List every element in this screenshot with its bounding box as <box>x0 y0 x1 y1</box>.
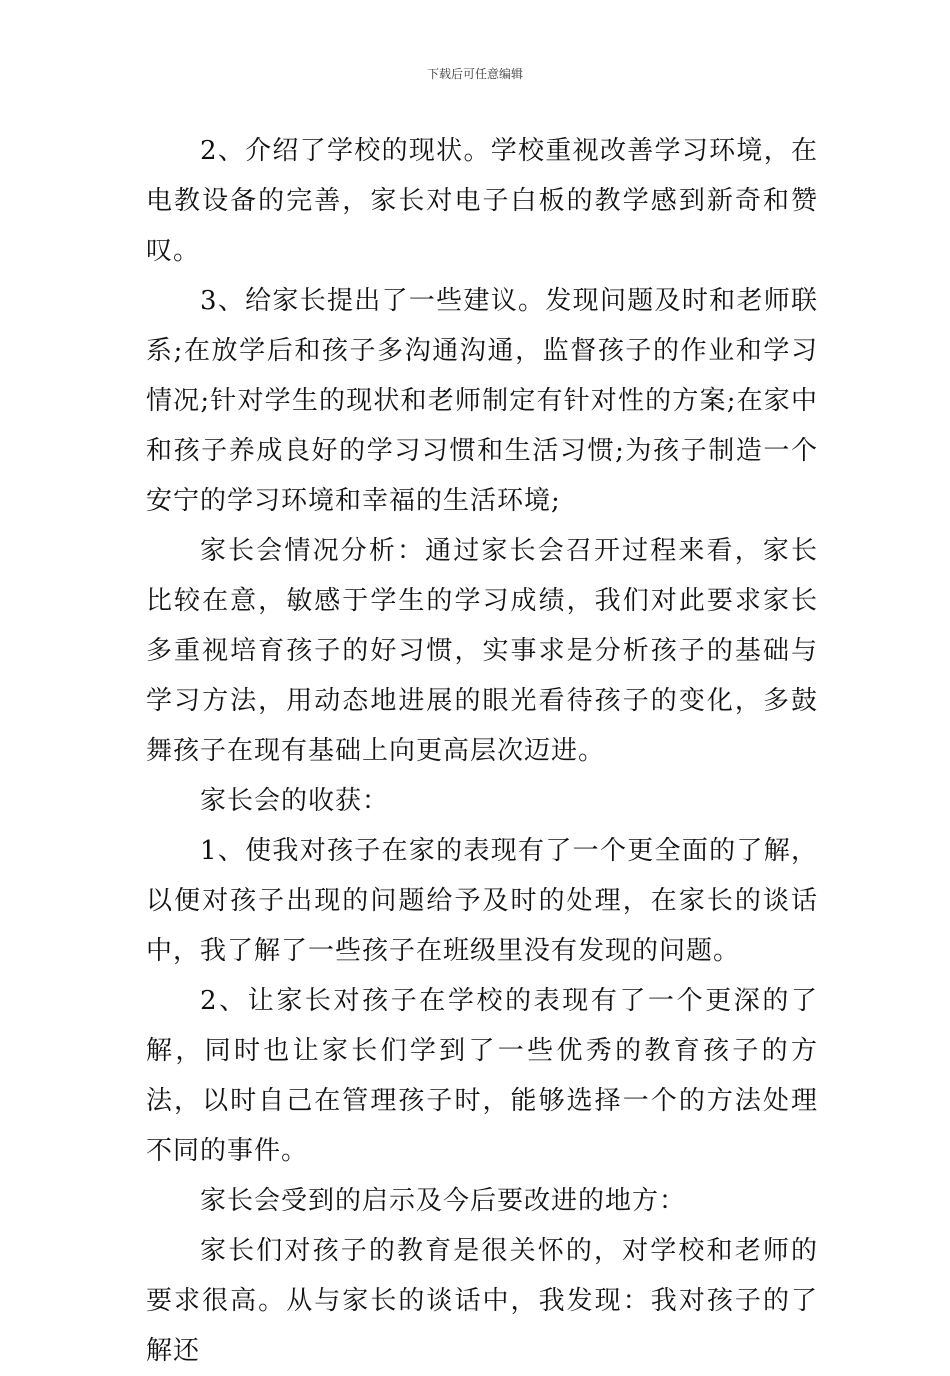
paragraph-improvements-heading: 家长会受到的启示及今后要改进的地方： <box>200 1186 687 1216</box>
paragraph-gains-heading: 家长会的收获： <box>200 786 390 816</box>
paragraph-school-status: 2、介绍了学校的现状。学校重视改善学习环境，在电教设备的完善，家长对电子白板的教学感到新奇和赞叹。 <box>146 136 818 266</box>
document-body <box>146 126 818 1376</box>
paragraph-gain-2: 2、让家长对孩子在学校的表现有了一个更深的了解，同时也让家长们学到了一些优秀的教育孩子的方法，以时自己在管理孩子时，能够选择一个的方法处理不同的事件。 <box>146 986 818 1166</box>
paragraph-suggestions: 3、给家长提出了一些建议。发现问题及时和老师联系;在放学后和孩子多沟通沟通，监督孩子的作业和学习情况;针对学生的现状和老师制定有针对性的方案;在家中和孩子养成良好的学习习惯和生活习惯;为孩子制造一个安宁的学习环境和幸福的生活环境; <box>146 286 818 516</box>
paragraph-analysis: 家长会情况分析：通过家长会召开过程来看，家长比较在意，敏感于学生的学习成绩，我们对此要求家长多重视培育孩子的好习惯，实事求是分析孩子的基础与学习方法，用动态地进展的眼光看待孩子的变化，多鼓舞孩子在现有基础上向更高层次迈进。 <box>146 536 818 766</box>
paragraph-gain-1: 1、使我对孩子在家的表现有了一个更全面的了解，以便对孩子出现的问题给予及时的处理，在家长的谈话中，我了解了一些孩子在班级里没有发现的问题。 <box>146 836 818 966</box>
page-header-note: 下载后可任意编辑 <box>426 67 523 81</box>
paragraph-parents-care: 家长们对孩子的教育是很关怀的，对学校和老师的要求很高。从与家长的谈话中，我发现：我对孩子的了解还 <box>146 1236 818 1366</box>
